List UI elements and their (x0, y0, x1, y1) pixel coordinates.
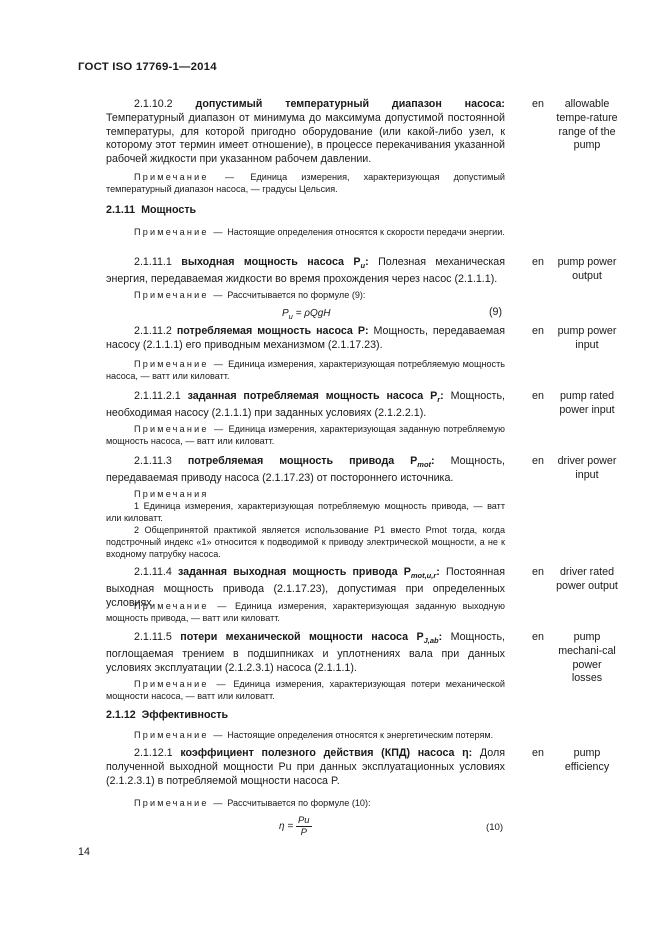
note-label: Примечание — (134, 227, 225, 237)
note-text: Единица измерения, характеризующая допустимый температурный диапазон насоса, — градусы Цельсия. (106, 172, 506, 195)
fraction-numerator: Pu (297, 815, 310, 826)
lang-code: en (532, 747, 544, 759)
formula-10 (279, 815, 312, 838)
entry-2-1-11-2-1-text: 2.1.11.2.1 заданная потребляемая мощность насоса $P_r$: Мощность, необходимая насосу (2.1.1.1) при заданных условиях (2.1.2.2.1). (106, 390, 505, 419)
entry-term: потребляемая мощность привода P (187, 455, 418, 467)
entry-2-1-11-4-note (106, 600, 505, 624)
entry-term: допустимый температурный диапазон насоса: (195, 98, 505, 110)
entry-2-1-11-3-text: 2.1.11.3 потребляемая мощность привода $P_{mot}$: Мощность, передаваемая приводу насоса (2.1.17.23) от постороннего источника. (106, 455, 505, 484)
note-text: Настоящие определения относятся к скорости передачи энергии. (227, 227, 505, 237)
note-label: Примечание — (134, 172, 237, 182)
note-label: Примечание — (134, 359, 226, 369)
note-text: Единица измерения, характеризующая потери механической мощности насоса, — ватт или киловатт. (106, 679, 506, 702)
entry-term: заданная выходная мощность привода P (178, 566, 411, 578)
formula-number: (9) (489, 306, 503, 318)
lang-code: en (532, 98, 544, 110)
english-equivalent: pump power output (557, 256, 617, 282)
english-equivalent: pump mechani-cal power losses (558, 631, 616, 685)
note-label: Примечание — (134, 798, 225, 808)
page-number: 14 (78, 846, 90, 858)
section-2-1-12-note (106, 729, 505, 741)
entry-term: потребляемая мощность насоса P: (176, 325, 369, 337)
formula-symbol: P (282, 308, 289, 319)
entry-number: 2.1.11.2 (134, 325, 172, 337)
lang-code: en (532, 256, 544, 268)
english-equivalent: driver rated power output (556, 566, 618, 592)
term-subscript: mot,u,r (410, 571, 437, 581)
entry-2-1-11-2-1-note (106, 423, 505, 447)
formula-subscript: u (288, 312, 293, 321)
english-equivalent: pump power input (557, 325, 617, 351)
entry-number: 2.1.11.3 (134, 455, 172, 467)
lang-code: en (532, 631, 544, 643)
section-2-1-11-note (106, 226, 505, 238)
entry-2-1-11-3-note-2: 2 Общепринятой практикой является использование P1 вместо Pmot тогда, когда подстрочный индекс «1» относится к подводимой к приводу электрической мощности, а не к входному патрубку насоса. (106, 525, 505, 560)
entry-2-1-10-2-text (106, 98, 505, 167)
section-heading-2-1-12 (106, 709, 228, 721)
notes-label: Примечания (134, 489, 209, 499)
entry-2-1-11-1-text: 2.1.11.1 выходная мощность насоса $P_u$: Полезная механическая энергия, передаваемая жидкости во время прохождения через насос (2.1.1.1). (106, 256, 505, 285)
section-title: Эффективность (141, 709, 229, 721)
note-label: Примечание — (134, 730, 225, 740)
entry-definition: Мощность, передаваемая приводу насоса (2.1.17.23) от постороннего источника. (106, 455, 505, 484)
note-label: Примечание — (134, 601, 229, 611)
lang-code: en (532, 455, 544, 467)
formula-number: (10) (486, 822, 504, 833)
term-subscript: mot (417, 460, 432, 470)
section-number: 2.1.11 (106, 204, 136, 216)
note-label: Примечание — (134, 424, 226, 434)
entry-term: потери механической мощности насоса P (180, 631, 424, 643)
entry-2-1-12-1-note (106, 797, 505, 809)
section-title: Мощность (141, 204, 197, 216)
note-text: Рассчитывается по формуле (9): (227, 290, 366, 300)
entry-definition: Температурный диапазон от минимума до максимума допустимой постоянной температуры, для которой пригодно оборудование (или какой-либо узел, к которому этот термин имеет отношение), в процессе перекачивания указанной рабочей жидкости при указанном рабочем давлении. (106, 111, 505, 166)
entry-number: 2.1.11.2.1 (134, 390, 181, 402)
note-label: Примечание — (134, 679, 228, 689)
entry-term: выходная мощность насоса P (181, 256, 361, 268)
english-equivalent: pump efficiency (564, 747, 610, 773)
formula-rhs: = ρQgH (292, 308, 331, 319)
formula-fraction (296, 815, 312, 838)
note-text: Единица измерения, характеризующая заданную потребляемую мощность насоса, — ватт или киловатт. (106, 424, 505, 447)
term-subscript: r (437, 395, 441, 405)
entry-2-1-11-4-text: 2.1.11.4 заданная выходная мощность привода $P_{mot,u,r}$: Постоянная выходная мощность привода (2.1.17.23), допустимая при определенных условиях. (106, 566, 505, 609)
note-text: Рассчитывается по формуле (10): (227, 798, 371, 808)
entry-definition: Мощность, поглощаемая трением в подшипниках и уплотнениях вала при данных условиях эксплуатации (2.1.2.3.1) насоса (2.1.1.1). (106, 631, 505, 674)
page-header: ГОСТ ISO 17769-1—2014 (78, 61, 217, 73)
note-text: Настоящие определения относятся к энергетическим потерям. (227, 730, 494, 740)
term-subscript: u (360, 261, 366, 271)
entry-definition: Мощность, передаваемая насосу (2.1.1.1) его приводным механизмом (2.1.17.23). (106, 325, 505, 351)
term-subscript: J,ab (423, 636, 439, 646)
english-equivalent: allowable tempe-rature range of the pump (556, 98, 618, 152)
entry-2-1-11-2-note (106, 358, 505, 382)
note-text: Единица измерения, характеризующая потребляемую мощность насоса, — ватт или киловатт. (106, 359, 505, 382)
entry-2-1-11-5-note (106, 678, 505, 702)
english-equivalent: driver power input (557, 455, 617, 481)
formula-9 (282, 308, 331, 321)
note-label: Примечание — (134, 290, 225, 300)
entry-definition: Полезная механическая энергия, передаваемая жидкости во время прохождения через насос (2.1.1.1). (106, 256, 505, 285)
english-equivalent: pump rated power input (559, 390, 615, 416)
entry-2-1-12-1-text (106, 747, 505, 788)
entry-2-1-11-3-notes-label (106, 488, 505, 500)
entry-number: 2.1.11.1 (134, 256, 172, 268)
entry-definition: Мощность, необходимая насосу (2.1.1.1) при заданных условиях (2.1.2.2.1). (106, 390, 505, 419)
entry-number: 2.1.11.4 (134, 566, 172, 578)
entry-definition: Доля полученной выходной мощности Pu при данных эксплуатационных условиях (2.1.2.3.1) в потребляемой мощности насоса P. (106, 747, 505, 787)
entry-number: 2.1.10.2 (134, 98, 173, 110)
formula-lhs: η = (279, 821, 294, 833)
entry-definition: Постоянная выходная мощность привода (2.1.17.23), допустимая при определенных условиях. (106, 566, 505, 609)
entry-number: 2.1.11.5 (134, 631, 172, 643)
section-number: 2.1.12 (106, 709, 136, 721)
entry-number: 2.1.12.1 (134, 747, 173, 759)
note-text: Единица измерения, характеризующая заданную выходную мощность привода, — ватт или киловатт. (106, 601, 505, 624)
entry-2-1-10-2-note (106, 171, 505, 195)
lang-code: en (532, 325, 544, 337)
entry-2-1-11-5-text: 2.1.11.5 потери механической мощности насоса $P_{J,ab}$: Мощность, поглощаемая трением в подшипниках и уплотнениях вала при данных условиях эксплуатации (2.1.2.3.1) насоса (2.1.1.1). (106, 631, 505, 674)
fraction-denominator: P (300, 827, 307, 838)
entry-2-1-11-1-note (106, 289, 505, 301)
lang-code: en (532, 566, 544, 578)
entry-term: коэффициент полезного действия (КПД) насоса η: (180, 747, 473, 759)
section-heading-2-1-11 (106, 204, 196, 216)
entry-2-1-11-2-text (106, 325, 505, 353)
entry-term: заданная потребляемая мощность насоса P (187, 390, 438, 402)
lang-code: en (532, 390, 544, 402)
entry-2-1-11-3-note-1: 1 Единица измерения, характеризующая потребляемую мощность привода, — ватт или киловатт. (106, 501, 505, 524)
